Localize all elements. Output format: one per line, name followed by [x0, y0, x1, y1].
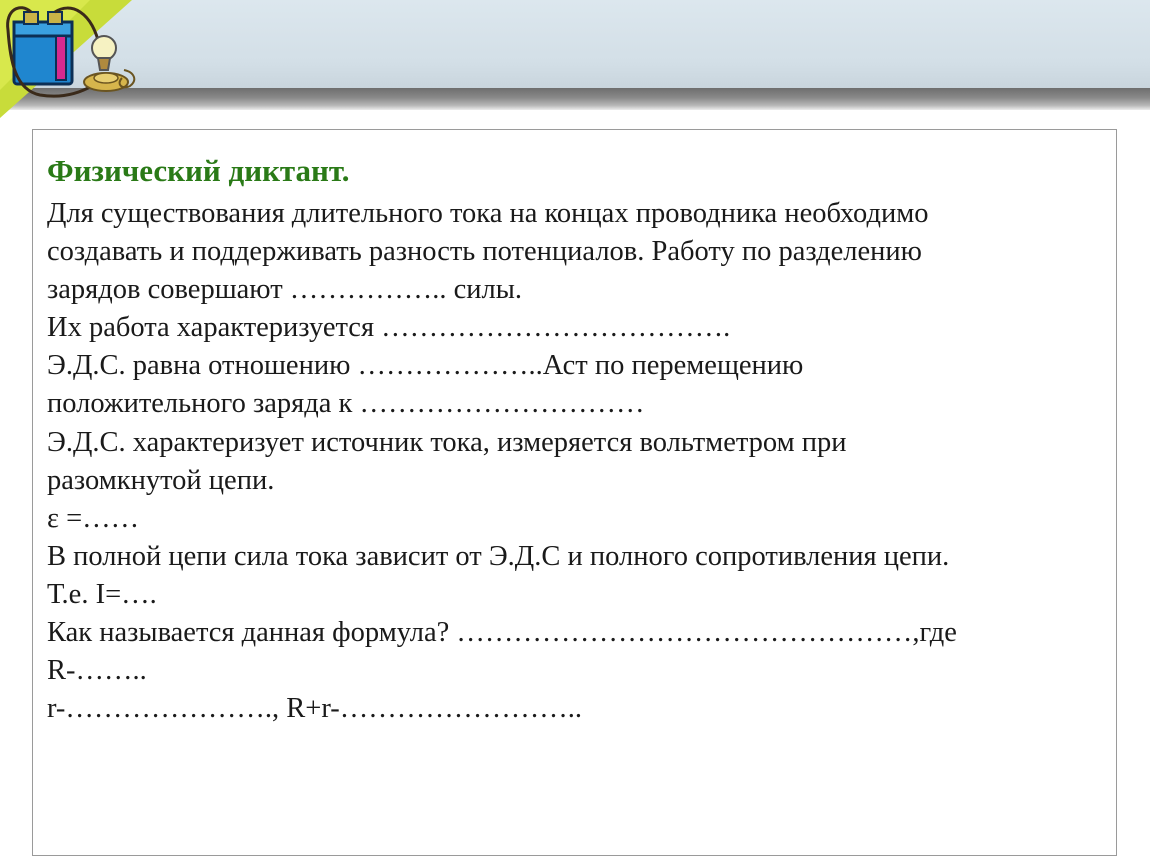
text-line: Э.Д.С. характеризует источник тока, измеряется вольтметром при [47, 426, 847, 458]
text-line: Т.е. I=…. [47, 578, 157, 610]
text-line: Для существования длительного тока на концах проводника необходимо [47, 198, 929, 229]
text-line: положительного заряда к ………………………… [47, 388, 645, 420]
text-line: R-…….. [47, 655, 147, 687]
text-line: ε =…… [47, 502, 140, 534]
text-line: В полной цепи сила тока зависит от Э.Д.С и полного сопротивления цепи. [47, 540, 950, 572]
text-line: разомкнутой цепи. [47, 464, 275, 496]
text-line: Как называется данная формула? …………………………………………,где [47, 617, 957, 649]
header-shadow [0, 88, 1150, 110]
page-title: Физический диктант. [47, 153, 350, 188]
header-band [0, 0, 1150, 88]
dictation-text [47, 195, 957, 728]
text-line: Их работа характеризуется ………………………………. [47, 312, 731, 344]
text-line: r-…………………., R+r-…………………….. [47, 693, 583, 725]
text-line: создавать и поддерживать разность потенциалов. Работу по разделению [47, 236, 922, 268]
text-line: Э.Д.С. равна отношению ………………..Аст по перемещению [47, 350, 804, 382]
text-line: зарядов совершают …………….. силы. [47, 274, 523, 306]
battery-and-bulb-icon [0, 0, 150, 120]
